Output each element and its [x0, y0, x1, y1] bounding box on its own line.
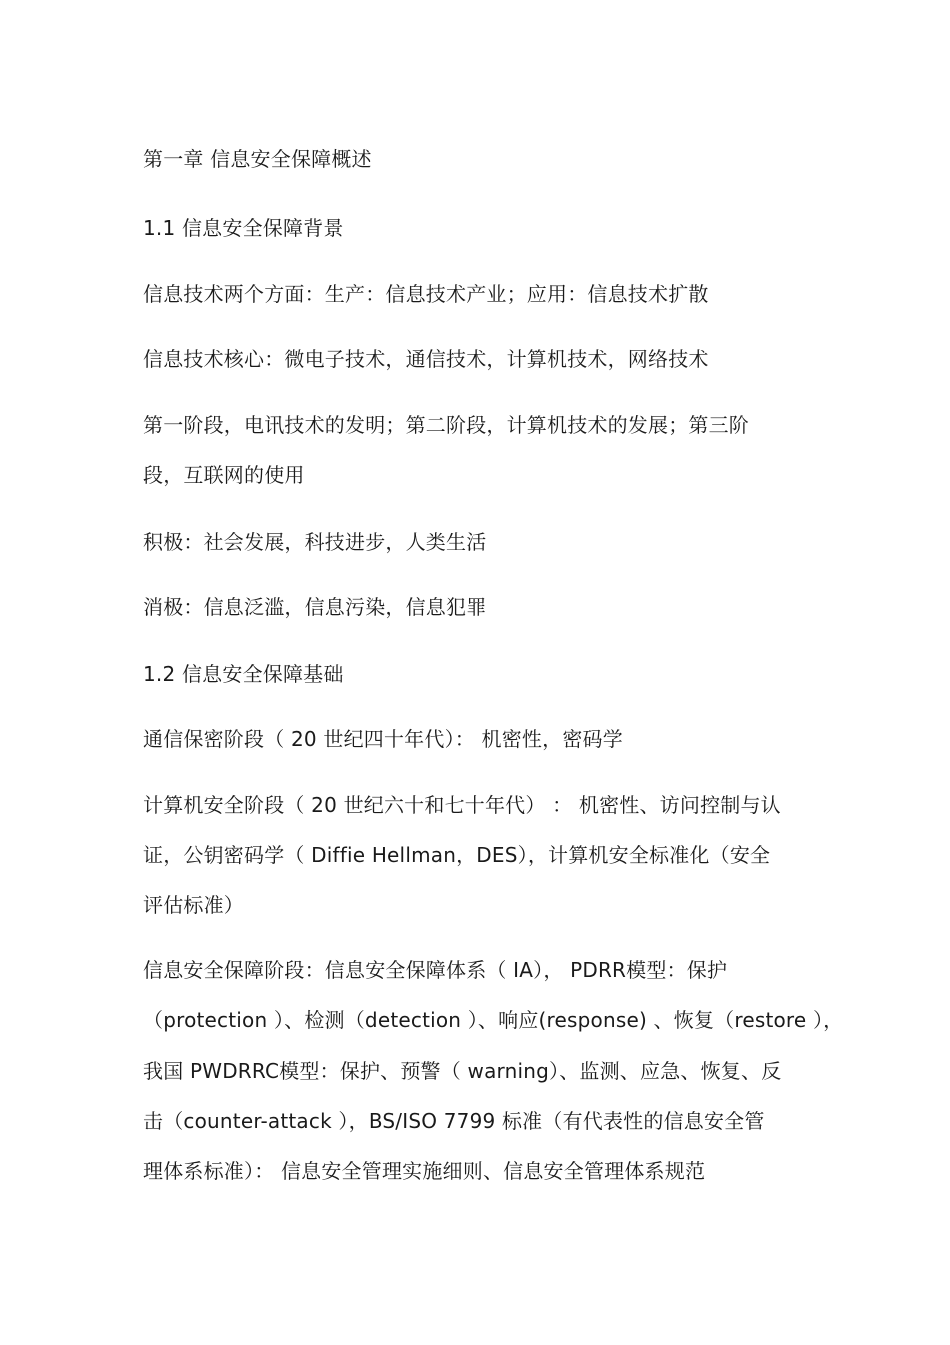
section-heading-1-2: 1.2 信息安全保障基础 — [143, 662, 344, 686]
section-heading-1-1: 1.1 信息安全保障背景 — [143, 216, 344, 240]
paragraph-stages-line-2: 段，互联网的使用 — [143, 463, 305, 487]
paragraph-computer-security-line-3: 评估标准） — [143, 893, 244, 917]
paragraph-positive: 积极：社会发展，科技进步，人类生活 — [143, 530, 487, 554]
paragraph-it-core: 信息技术核心：微电子技术，通信技术，计算机技术，网络技术 — [143, 347, 709, 371]
paragraph-ia-line-2: （protection ）、检测（detection ）、响应(response) 、恢复（restore ）， — [143, 1008, 844, 1032]
chapter-title: 第一章 信息安全保障概述 — [143, 147, 372, 171]
paragraph-ia-line-5: 理体系标准）： 信息安全管理实施细则、信息安全管理体系规范 — [143, 1159, 706, 1183]
paragraph-ia-line-1: 信息安全保障阶段：信息安全保障体系（ IA）， PDRR模型：保护 — [143, 958, 728, 982]
paragraph-it-aspects: 信息技术两个方面：生产：信息技术产业；应用：信息技术扩散 — [143, 282, 709, 306]
paragraph-computer-security-line-2: 证，公钥密码学（ Diffie Hellman，DES），计算机安全标准化（安全 — [143, 843, 771, 867]
paragraph-computer-security-line-1: 计算机安全阶段（ 20 世纪六十和七十年代） ： 机密性、访问控制与认 — [143, 793, 781, 817]
paragraph-negative: 消极：信息泛滥，信息污染，信息犯罪 — [143, 595, 487, 619]
paragraph-ia-line-4: 击（counter-attack ），BS/ISO 7799 标准（有代表性的信息安全管 — [143, 1109, 765, 1133]
paragraph-stages-line-1: 第一阶段，电讯技术的发明；第二阶段，计算机技术的发展；第三阶 — [143, 413, 749, 437]
paragraph-ia-line-3: 我国 PWDRRC模型：保护、预警（ warning）、监测、应急、恢复、反 — [143, 1059, 782, 1083]
paragraph-comm-security: 通信保密阶段（ 20 世纪四十年代）： 机密性，密码学 — [143, 727, 623, 751]
